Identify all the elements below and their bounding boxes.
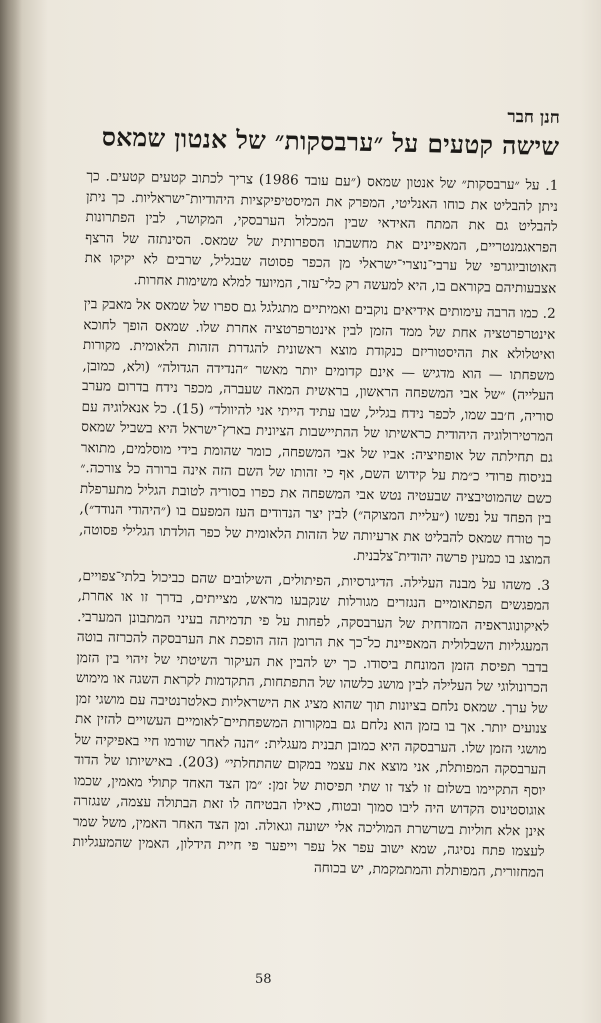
paragraph-3: 3. משהו על מבנה העלילה. הדיגרסיות, הפיתולים, השילובים שהם כביכול בלתי־צפויים, המפגשים הפתאומיים הנגזרים מגורלות שנקבעו מראש, מצייתים, בדרך זו או אחרת, לאיקונוגראפיה המזרחית של הערבסקה, לפחות על פי תדמיתה בעיני המתבונן המערבי. המעגליות השבלולית המאפיינת כל־כך את הרומן הזה הופכת את הערבסקה להכרזה בוטה בדבר תפיסת הזמן המונחת ביסודו. כך יש להבין את העיקור השיטתי של זיהוי בין הזמן הכרונולוגי של העלילה לבין מושג כלשהו של התפתחות, התקדמות לקראת השגה או מימוש של ערך. שמאס נלחם בציונות תוך שהוא מציג את הישראליות כאלטרנטיבה עם מושגי זמן צנועים יותר. אך בו בזמן הוא נלחם גם במקורות המשפחתיים־לאומיים העשויים להזין את מושגי הזמן שלו. הערבסקה היא כמובן תבנית מעגלית: ״הנה לאחר שורמו חיי באפיקיה של הערבסקה המפותלת, אני מוצא את עצמי במקום שהתחלתי״ (203). באישיותו של הדוד יוסף התקיימו בשלום זו לצד זו שתי תפיסות של זמן: ״מן הצד האחד קתולי מאמין, שכמו אוגוסטינוס הקדוש היה ליבו סמוך ובטוח, כאילו הבטיחה לו זאת הבתולה עצמה, שנגזרה אינן אלא חוליות בשרשרת המוליכה אלי ישועה וגאולה. ומן הצד האחר האמין, משל שמר לעצמו פתח נסיגה, שמא ישוב עפר אל עפר וייפער פי חיית הידלון, האמין שהמעגליות המחזורית, המפותלת והמתמקמת, יש בכוחה bbox=[72, 567, 551, 881]
paragraph-2: 2. כמו הרבה עימותים אידיאים נוקבים ואמיתיים מתגלגל גם ספרו של שמאס אל מאבק בין אינטרפרטציה אחת של ממד הזמן לבין אינטרפרטציה אחרת שלו. שמאס הופך לחוכא ואיטלולא את ההיסטוריזם כנקודת מוצא ראשונית להגדרת הזהות הלאומית. מקורות משפחתו — הוא מדגיש — אינם קדומים יותר מאשר ״הנדידה הגדולה״ (ולא, כמובן, העלייה) ״של אבי המשפחה הראשון, בראשית המאה שעברה, מכפר נידח בדרום מערב סוריה, ח׳בב שמו, לכפר נידח בגליל, שבו עתיד הייתי אני להיוולד״ (15). כל אנאלוגיה עם המרטירולוגיה היהודית כראשיתו של ההתיישבות הציונית בארץ־ישראל היא בשביל שמאס גם תחילתה של אופוזיציה: אביו של אבי המשפחה, כומר שהומת בידי מוסלמים, מתואר בניסוח פרודי כ״מת על קידוש השם, אף כי זהותו של השם הזה אינה ברורה כל צורכה.״ כשם שהמוטיבציה שבעטיה נטש אבי המשפחה את כפרו בסוריה לטובת הגליל מתערפלת בין הפחד על נפשו (״עליית המצוקה״) לבין יצר הנדודים העז המפעם בו (״היהודי הנודד״), כך טורח שמאס להבליט את ארעיותה של הזהות הלאומית של כפר הולדתו הגלילי פסוטה, המוצג בו כמעין פרשה יהודית־צלבנית. bbox=[78, 296, 556, 568]
author-name: חנן חבר bbox=[507, 106, 560, 128]
article-title: שישה קטעים על ״ערבסקות״ של אנטון שמאס bbox=[101, 122, 560, 161]
page-content bbox=[72, 98, 560, 888]
page-number: 58 bbox=[255, 972, 272, 987]
book-gutter-shadow bbox=[0, 0, 22, 1023]
paragraph-1: 1. על ״ערבסקות״ של אנטון שמאס (״עם עובד 1986) צריך לכתוב קטעים קטעים. כך ניתן להבליט את כוחו האנליטי, המפרק את המיסטיפיקציות היהודיות־ישראליות. כך ניתן להבליט גם את המתח האידאי שבין המכלול הערבסקי, המקושר, לבין הפתרונות הפראגמנטריים, המאפיינים את מחשבתו הספרותית של שמאס. הסינתזה של הרצף האוטוביוגרפי של ערבי־נוצרי־ישראלי מן הכפר פסוטה שבגליל, שרבים לא יקיקו את אצבעותיהם בקוראם בו, היא למעשה רק כלי־עזר, המיועד למלא משימות אחרות. bbox=[84, 168, 559, 297]
